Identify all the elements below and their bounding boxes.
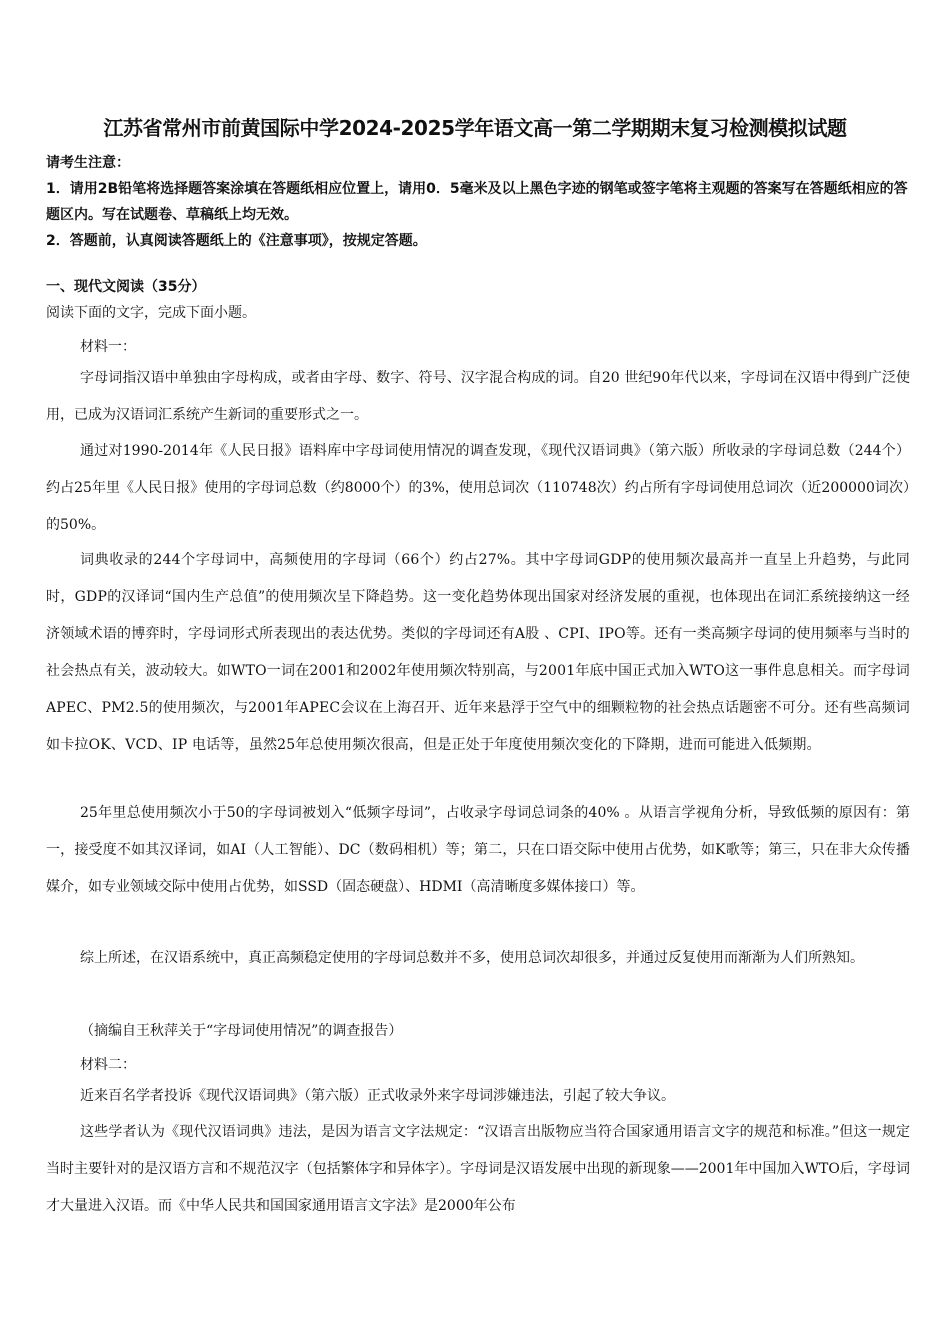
paragraph-4: 25年里总使用频次小于50的字母词被划入“低频字母词”，占收录字母词总词条的40% 。从语言学视角分析，导致低频的原因有：第一，接受度不如其汉译词，如AI（人工智能）、DC（数码相机）等；第二，只在口语交际中使用占优势，如K歌等；第三，只在非大众传播媒介，如专业领域交际中使用占优势，如SSD（固态硬盘）、HDMI（高清晰度多媒体接口）等。 xyxy=(46,805,910,895)
paragraph-7: 这些学者认为《现代汉语词典》违法，是因为语言文字法规定：“汉语言出版物应当符合国家通用语言文字的规范和标准。”但这一规定当时主要针对的是汉语方言和不规范汉字（包括繁体字和异体字）。字母词是汉语发展中出现的新现象——2001年中国加入WTO后，字母词才大量进入汉语。而《中华人民共和国国家通用语言文字法》是2000年公布 xyxy=(46,1124,910,1214)
exam-title: 江苏省常州市前黄国际中学2024-2025学年语文高一第二学期期末复习检测模拟试题 xyxy=(103,116,847,140)
paragraph-1: 字母词指汉语中单独由字母构成，或者由字母、数字、符号、汉字混合构成的词。自20 世纪90年代以来，字母词在汉语中得到广泛使用，已成为汉语词汇系统产生新词的重要形式之一。 xyxy=(46,370,910,423)
notice-heading: 请考生注意： xyxy=(46,155,130,171)
reading-instruction: 阅读下面的文字，完成下面小题。 xyxy=(46,305,256,321)
material-2-label: 材料二： xyxy=(80,1057,136,1073)
paragraph-3: 词典收录的244个字母词中，高频使用的字母词（66个）约占27%。其中字母词GDP的使用频次最高并一直呈上升趋势，与此同时，GDP的汉译词“国内生产总值”的使用频次呈下降趋势。这一变化趋势体现出国家对经济发展的重视，也体现出在词汇系统接纳这一经济领域术语的博弈时，字母词形式所表现出的表达优势。类似的字母词还有A股 、CPI、IPO等。还有一类高频字母词的使用频率与当时的社会热点有关，波动较大。如WTO一词在2001和2002年使用频次特别高，与2001年底中国正式加入WTO这一事件息息相关。而字母词APEC、PM2.5的使用频次，与2001年APEC会议在上海召开、近年来悬浮于空气中的细颗粒物的社会热点话题密不可分。还有些高频词如卡拉OK、VCD、IP 电话等，虽然25年总使用频次很高，但是正处于年度使用频次变化的下降期，进而可能进入低频期。 xyxy=(46,552,910,753)
source-citation: （摘编自王秋萍关于“字母词使用情况”的调查报告） xyxy=(80,1023,403,1039)
notice-item-2: 2．答题前，认真阅读答题纸上的《注意事项》，按规定答题。 xyxy=(46,233,427,249)
notice-item-1: 1．请用2B铅笔将选择题答案涂填在答题纸相应位置上，请用0．5毫米及以上黑色字迹的钢笔或签字笔将主观题的答案写在答题纸相应的答题区内。写在试题卷、草稿纸上均无效。 xyxy=(46,181,908,223)
paragraph-6: 近来百名学者投诉《现代汉语词典》（第六版）正式收录外来字母词涉嫌违法，引起了较大争议。 xyxy=(80,1088,675,1104)
material-1-label: 材料一： xyxy=(80,339,136,355)
section-heading: 一、现代文阅读（35分） xyxy=(46,279,206,295)
paragraph-5: 综上所述，在汉语系统中，真正高频稳定使用的字母词总数并不多，使用总词次却很多，并通过反复使用而渐渐为人们所熟知。 xyxy=(80,950,864,966)
paragraph-2: 通过对1990-2014年《人民日报》语料库中字母词使用情况的调查发现，《现代汉语词典》（第六版）所收录的字母词总数（244个）约占25年里《人民日报》使用的字母词总数（约8000个）的3%，使用总词次（110748次）约占所有字母词使用总词次（近200000词次）的50%。 xyxy=(46,443,910,533)
